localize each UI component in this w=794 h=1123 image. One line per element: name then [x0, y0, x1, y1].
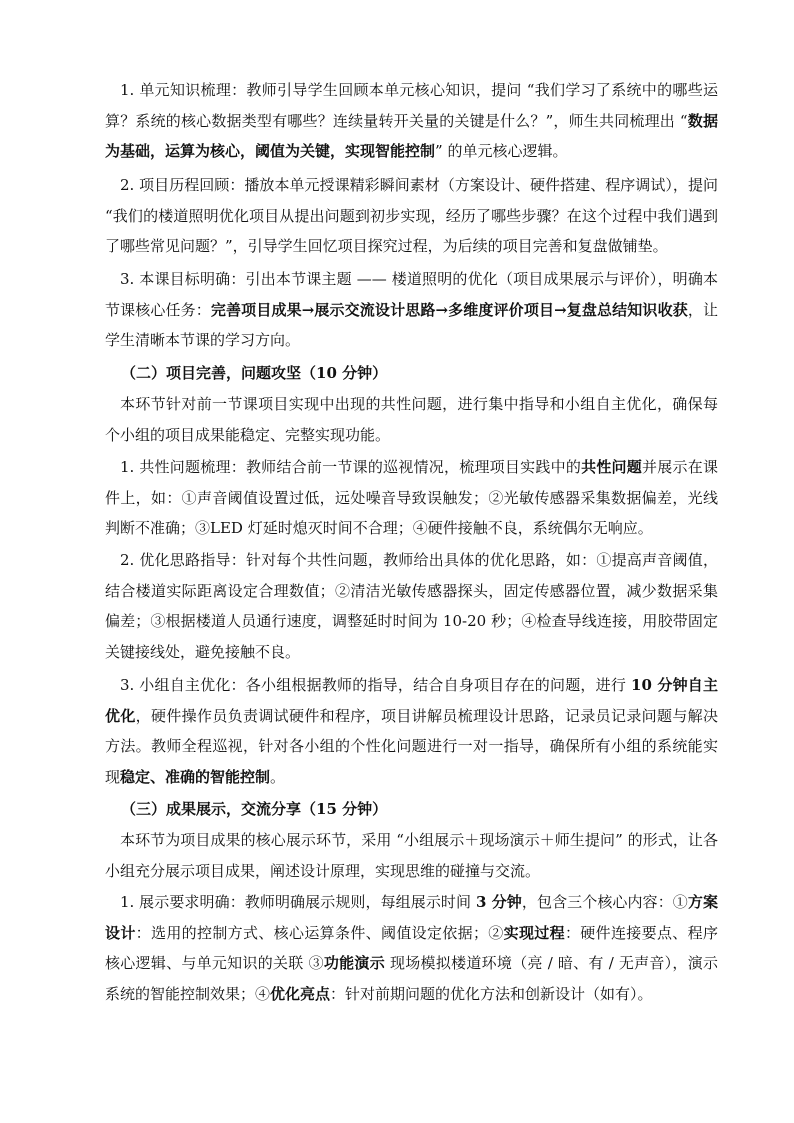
paragraph-5: 1. 共性问题梳理：教师结合前一节课的巡视情况，梳理项目实践中的共性问题并展示在课件上，如：①声音阈值设置过低，远处噪音导致误触发；②光敏传感器采集数据偏差，光线判断不准确；③LED 灯延时熄灭时间不合理；④硬件接触不良，系统偶尔无响应。 — [105, 458, 718, 538]
section-heading-3: （三）成果展示，交流分享（15 分钟） — [121, 800, 388, 818]
paragraph-6: 2. 优化思路指导：针对每个共性问题，教师给出具体的优化思路，如：①提高声音阈值，结合楼道实际距离设定合理数值；②清洁光敏传感器探头，固定传感器位置，减少数据采集偏差；③根据楼道人员通行速度，调整延时时间为 10-20 秒；④检查导线连接，用胶带固定关键接线处，避免接触不良。 — [105, 551, 718, 662]
paragraph-4: 本环节针对前一节课项目实现中出现的共性问题，进行集中指导和小组自主优化，确保每个小组的项目成果能稳定、完整实现功能。 — [105, 395, 718, 444]
paragraph-2: 2. 项目历程回顾：播放本单元授课精彩瞬间素材（方案设计、硬件搭建、程序调试），提问 “我们的楼道照明优化项目从提出问题到初步实现，经历了哪些步骤？在这个过程中我们遇到了哪些常见问题？”，引导学生回忆项目探究过程，为后续的项目完善和复盘做铺垫。 — [105, 176, 718, 256]
paragraph-3: 3. 本课目标明确：引出本节课主题 —— 楼道照明的优化（项目成果展示与评价），明确本节课核心任务：完善项目成果→展示交流设计思路→多维度评价项目→复盘总结知识收获，让学生清晰本节课的学习方向。 — [105, 270, 718, 350]
paragraph-9: 1. 展示要求明确：教师明确展示规则，每组展示时间 3 分钟，包含三个核心内容：①方案设计：选用的控制方式、核心运算条件、阈值设定依据；②实现过程：硬件连接要点、程序核心逻辑、与单元知识的关联 ③功能演示 现场模拟楼道环境（亮 / 暗、有 / 无声音），演示系统的智能控制效果；④优化亮点：针对前期问题的优化方法和创新设计（如有）。 — [105, 893, 718, 1004]
paragraph-8: 本环节为项目成果的核心展示环节，采用 “小组展示＋现场演示＋师生提问” 的形式，让各小组充分展示项目成果，阐述设计原理，实现思维的碰撞与交流。 — [105, 831, 718, 880]
section-heading-2: （二）项目完善，问题攻坚（10 分钟） — [121, 364, 388, 382]
paragraph-7: 3. 小组自主优化：各小组根据教师的指导，结合自身项目存在的问题，进行 10 分钟自主优化，硬件操作员负责调试硬件和程序，项目讲解员梳理设计思路，记录员记录问题与解决方法。教师全程巡视，针对各小组的个性化问题进行一对一指导，确保所有小组的系统能实现稳定、准确的智能控制。 — [105, 676, 718, 787]
paragraph-1: 1. 单元知识梳理：教师引导学生回顾本单元核心知识，提问 “我们学习了系统中的哪些运算？系统的核心数据类型有哪些？连续量转开关量的关键是什么？”，师生共同梳理出 “数据为基础，运算为核心，阈值为关键，实现智能控制” 的单元核心逻辑。 — [105, 81, 718, 161]
